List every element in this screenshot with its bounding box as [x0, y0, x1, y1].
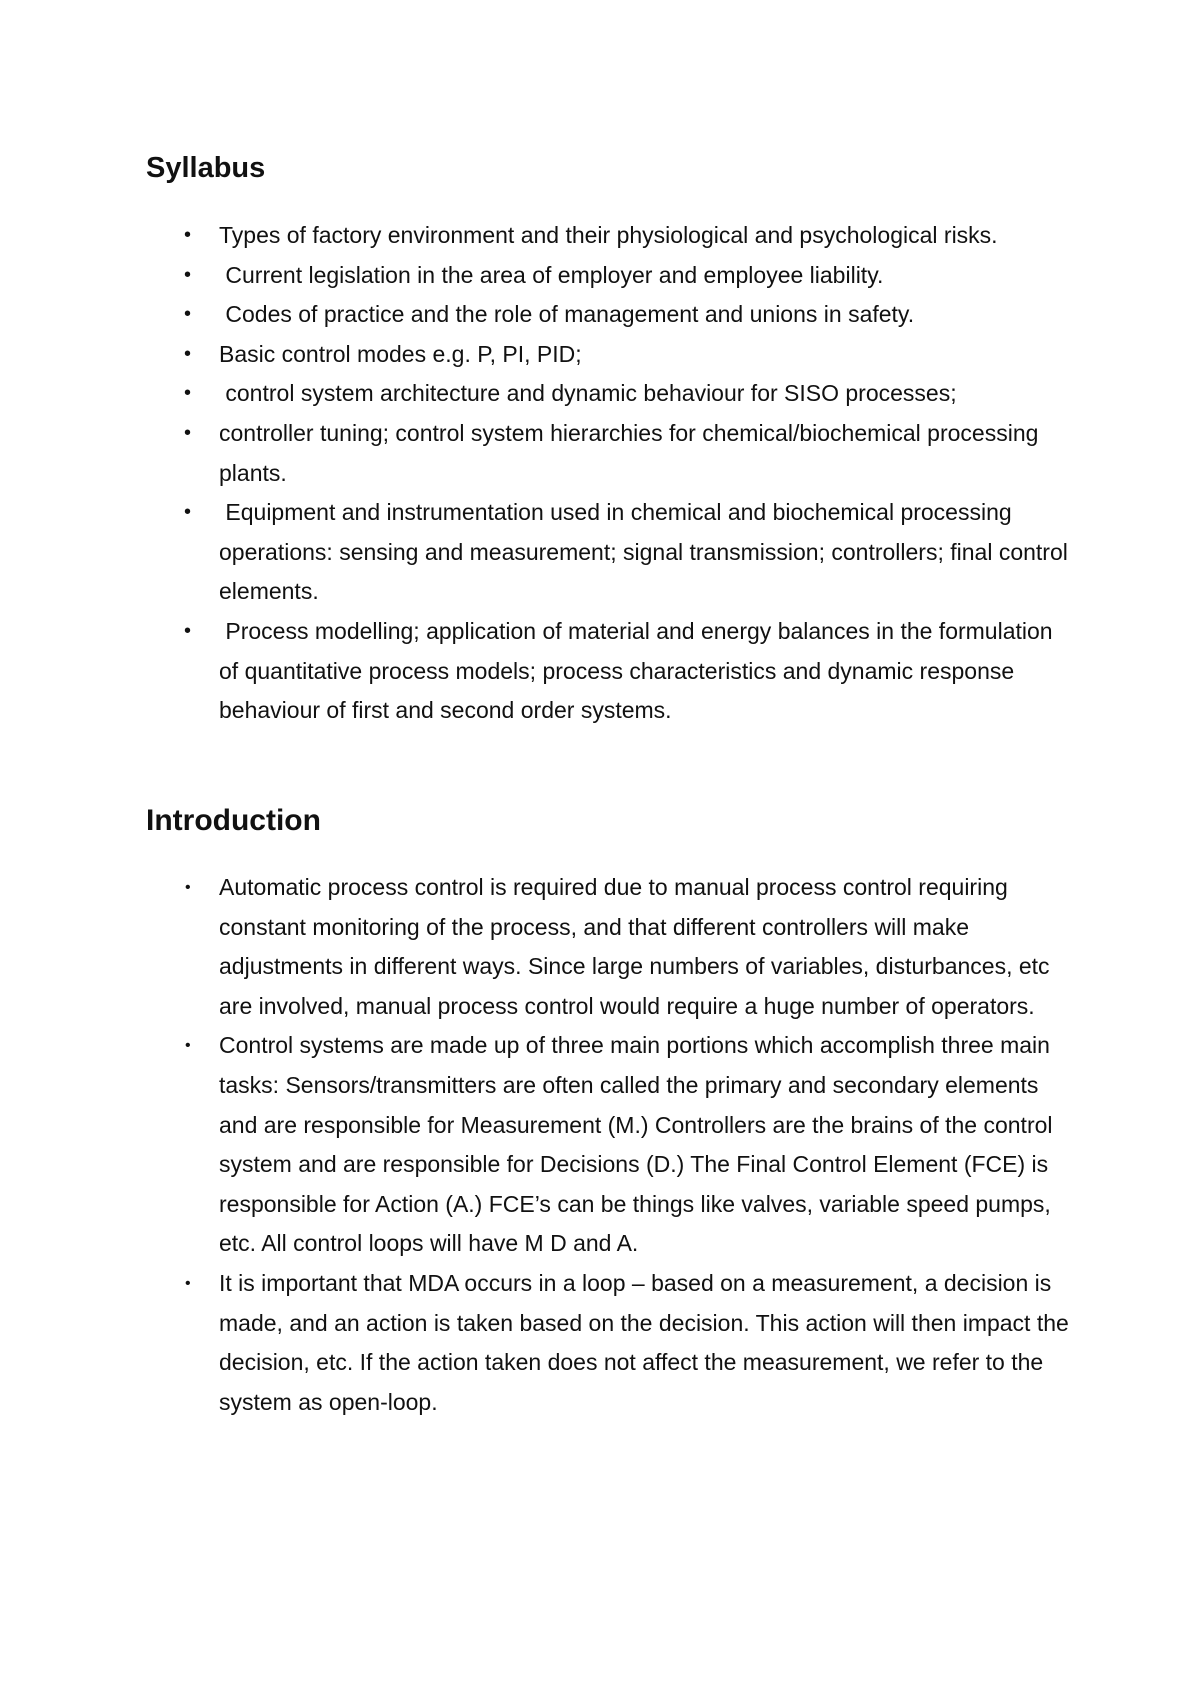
syllabus-item-text: Basic control modes e.g. P, PI, PID;: [219, 340, 582, 367]
introduction-item-text: Automatic process control is required due to manual process control requiring constant monitoring of the process, and that different controllers will make adjustments in different ways. Since large numbers of variables, disturbances, etc are involved, manual process control would require a huge number of operators.: [219, 874, 1056, 1019]
bullet-icon: •: [184, 224, 192, 246]
introduction-item-text: Control systems are made up of three main portions which accomplish three main tasks: Sensors/transmitters are often called the primary and secondary elements and are responsible for Measurement (M.) Controllers are the brains of the control system and are responsible for Decisions (D.) The Final Control Element (FCE) is responsible for Action (A.) FCE’s can be things like valves, variable speed pumps, etc. All control loops will have M D and A.: [219, 1032, 1059, 1257]
introduction-list-item: [0, 1264, 1076, 1422]
bullet-icon: •: [184, 263, 192, 286]
introduction-item-text: It is important that MDA occurs in a loop – based on a measurement, a decision is made, and an action is taken based on the decision. This action will then impact the decision, etc. If the action taken does not affect the measurement, we refer to the system as open-loop.: [219, 1269, 1076, 1415]
syllabus-heading: Syllabus: [146, 152, 266, 184]
syllabus-item-text: Equipment and instrumentation used in chemical and biochemical processing operations: sensing and measurement; signal transmission; controllers; final control elements.: [219, 499, 1075, 605]
bullet-icon: •: [185, 879, 191, 896]
syllabus-item-text: Codes of practice and the role of management and unions in safety.: [219, 301, 915, 328]
syllabus-list-item: [0, 612, 1069, 731]
introduction-list-item: [0, 1026, 1069, 1264]
syllabus-item-text: Types of factory environment and their physiological and psychological risks.: [219, 222, 998, 248]
bullet-icon: •: [184, 501, 192, 524]
syllabus-list-item: [0, 414, 1069, 493]
syllabus-list: [0, 216, 1200, 731]
introduction-heading: Introduction: [146, 804, 321, 837]
syllabus-list-item: [0, 493, 1075, 612]
syllabus-list-item: [0, 335, 1069, 375]
syllabus-list-item: [0, 216, 1069, 256]
bullet-icon: •: [184, 382, 192, 405]
syllabus-item-text: Current legislation in the area of employer and employee liability.: [219, 261, 884, 288]
syllabus-item-text: controller tuning; control system hierarchies for chemical/biochemical processing plants.: [219, 419, 1045, 486]
syllabus-list-item: [0, 374, 1069, 414]
bullet-icon: •: [184, 421, 192, 444]
syllabus-list-item: [0, 256, 1069, 296]
syllabus-list-item: [0, 295, 1069, 335]
introduction-list-item: [0, 868, 1069, 1026]
syllabus-item-text: Process modelling; application of material and energy balances in the formulation of quantitative process models; process characteristics and dynamic response behaviour of first and second order systems.: [219, 617, 1059, 724]
bullet-icon: •: [184, 342, 192, 365]
introduction-list: [0, 868, 1200, 1422]
syllabus-item-text: control system architecture and dynamic behaviour for SISO processes;: [219, 380, 957, 407]
bullet-icon: •: [185, 1274, 191, 1292]
bullet-icon: •: [184, 303, 192, 326]
bullet-icon: •: [184, 619, 192, 642]
bullet-icon: •: [185, 1037, 191, 1055]
